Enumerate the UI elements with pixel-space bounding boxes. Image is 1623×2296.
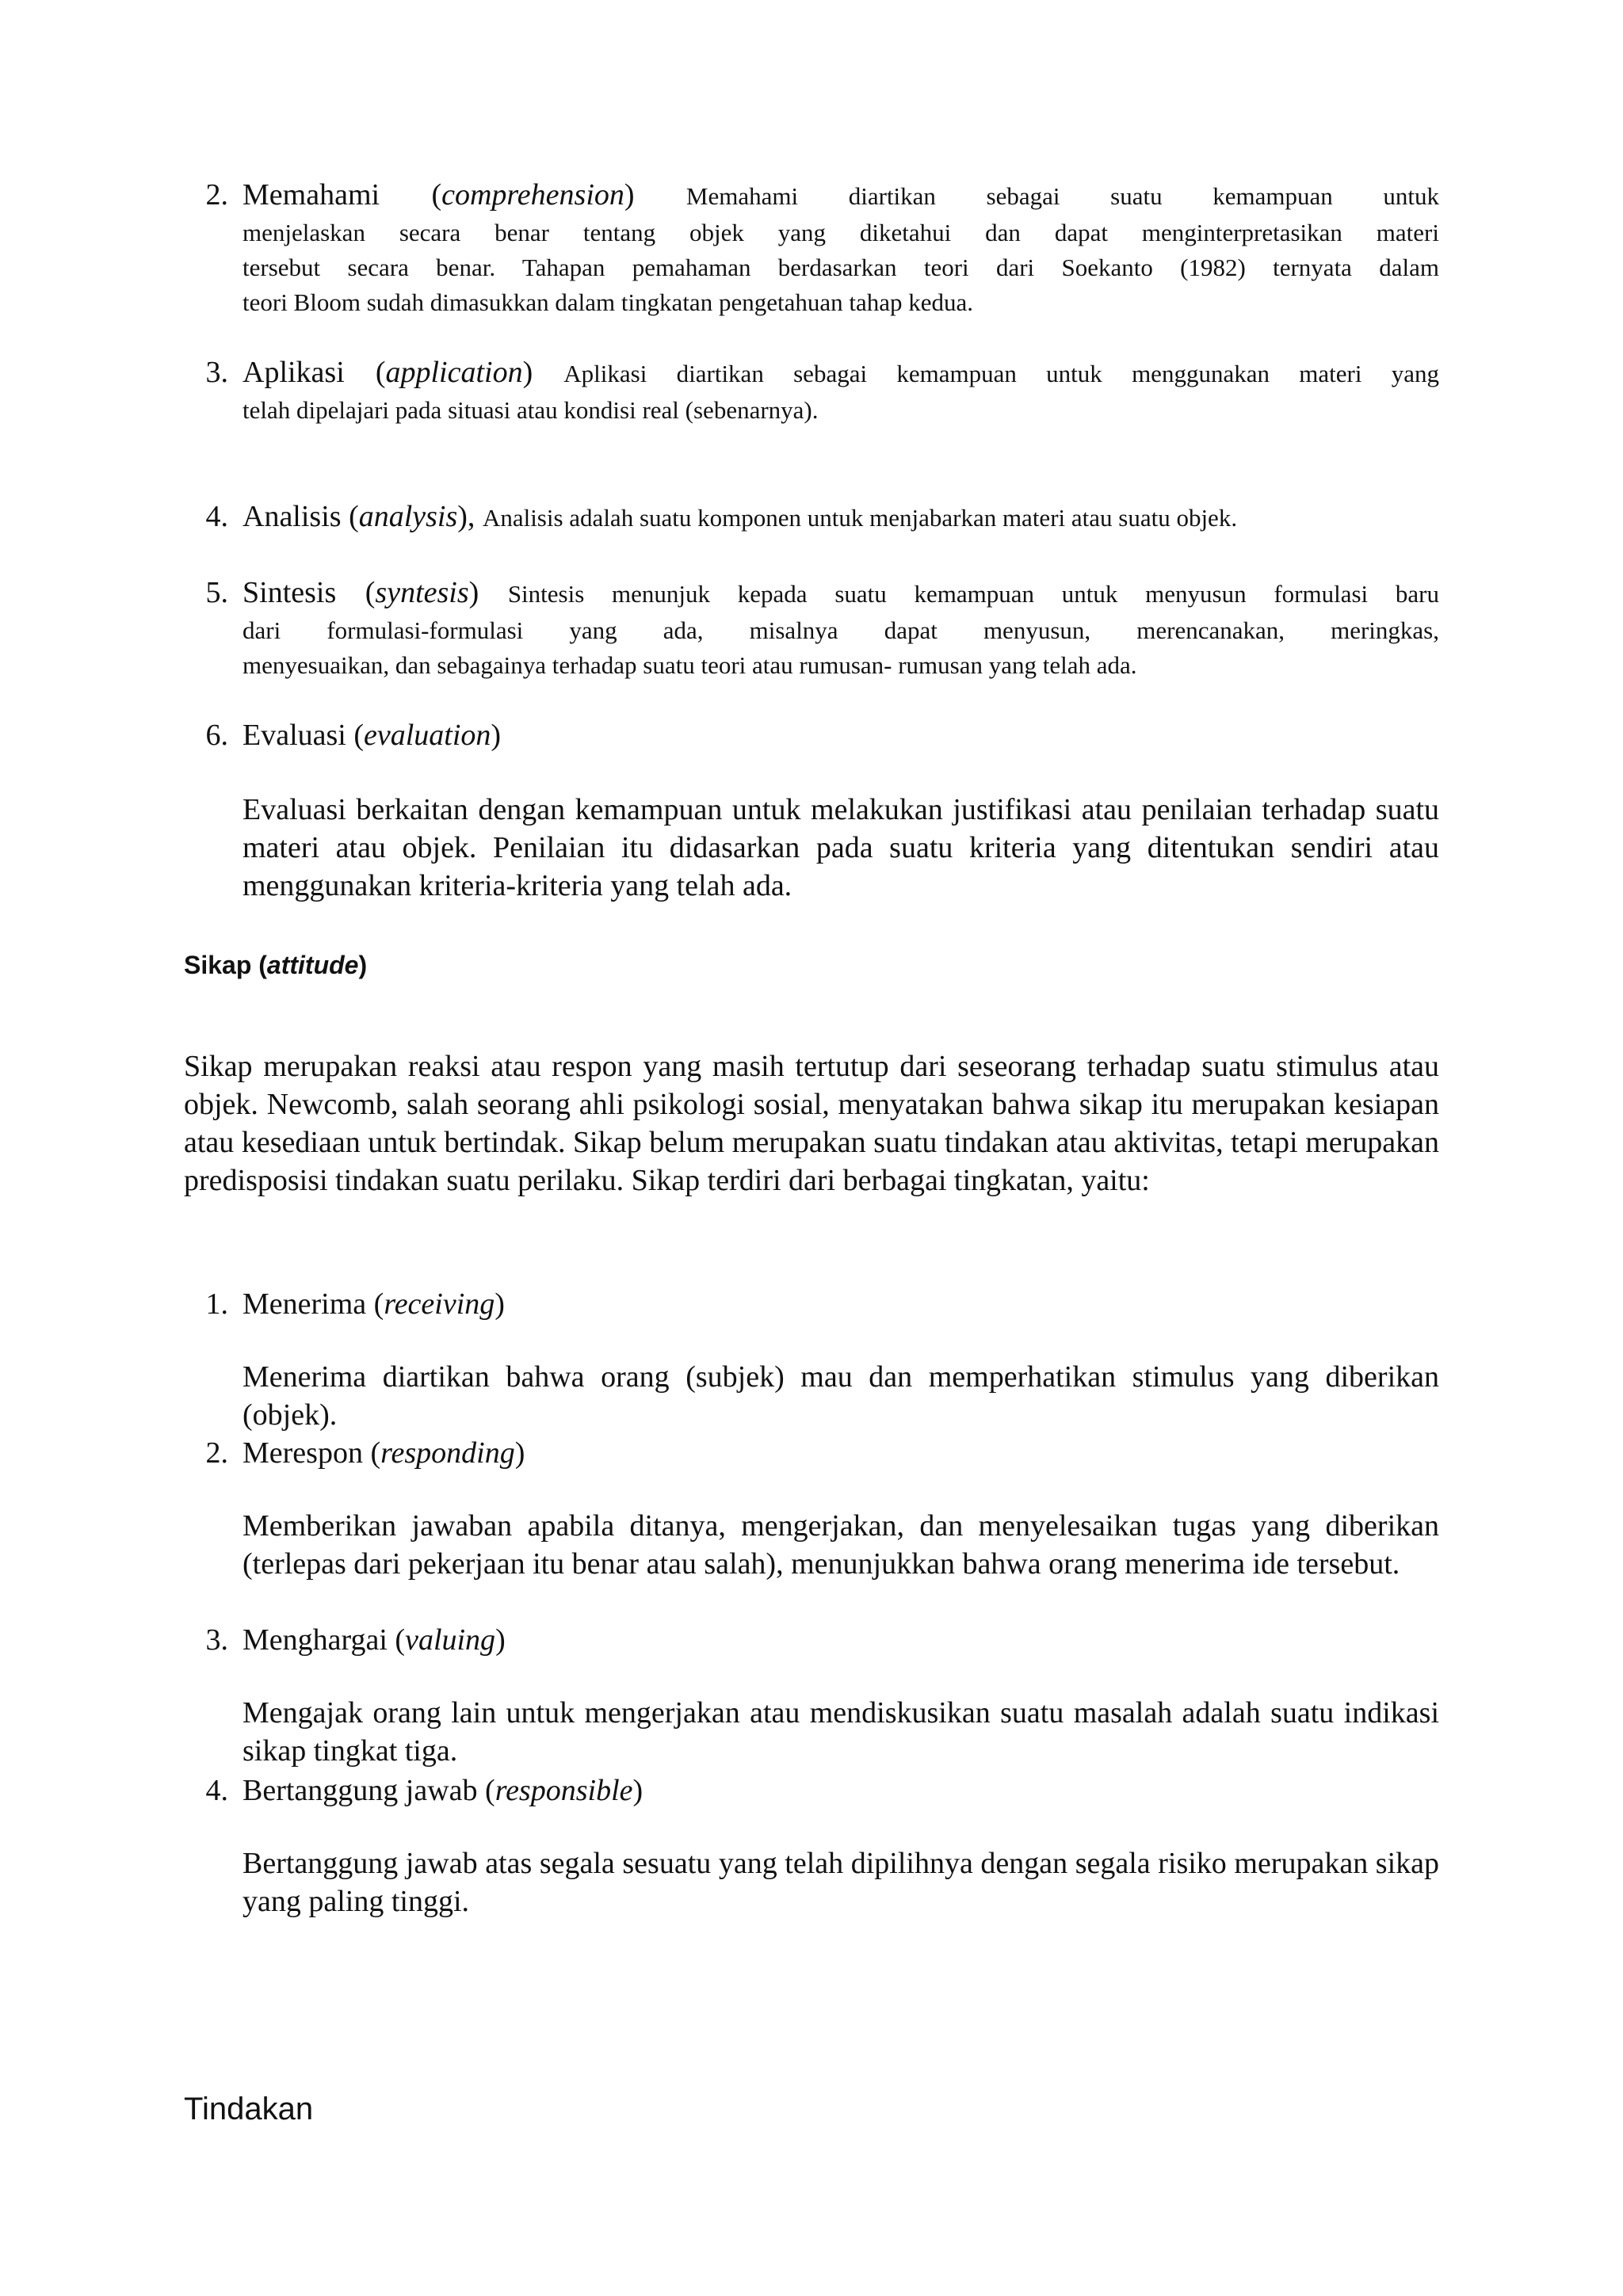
list-number: 3. <box>205 356 228 389</box>
section-heading-sikap: Sikap (attitude) <box>184 951 368 979</box>
list-item-body: Memberikan jawaban apabila ditanya, mengerjakan, dan menyelesaikan tugas yang diberikan (terlepas dari pekerjaan itu benar atau salah), menunjukkan bahwa orang menerima ide tersebut. <box>242 1509 1439 1581</box>
list-item-heading: Sintesis (syntesis) Sintesis menunjuk kepada suatu kemampuan untuk menyusun formulasi baru <box>242 576 1440 609</box>
list-item-line: menjelaskan secara benar tentang objek yang diketahui dan dapat menginterpretasikan materi <box>242 219 1439 246</box>
list-item-heading: Aplikasi (application) Aplikasi diartikan sebagai kemampuan untuk menggunakan materi yang <box>242 356 1439 389</box>
list-item-body: Mengajak orang lain untuk mengerjakan atau mendiskusikan suatu masalah adalah suatu indikasi sikap tingkat tiga. <box>242 1696 1439 1768</box>
list-item-body: Menerima diartikan bahwa orang (subjek) mau dan memperhatikan stimulus yang diberikan (objek). <box>242 1360 1439 1432</box>
list-number: 3. <box>205 1623 228 1657</box>
list-number: 2. <box>205 1436 228 1470</box>
list-number: 6. <box>205 719 228 752</box>
list-number: 5. <box>205 576 228 609</box>
list-number: 4. <box>205 1774 228 1807</box>
list-number: 1. <box>205 1287 228 1321</box>
list-item-line: menyesuaikan, dan sebagainya terhadap suatu teori atau rumusan- rumusan yang telah ada. <box>242 651 1137 679</box>
list-item-heading: Evaluasi (evaluation) <box>242 719 502 752</box>
sikap-intro-paragraph: Sikap merupakan reaksi atau respon yang masih tertutup dari seseorang terhadap suatu stimulus atau objek. Newcomb, salah seorang ahli psikologi sosial, menyatakan bahwa sikap itu merupakan kesiapan atau kesediaan untuk bertindak. Sikap belum merupakan suatu tindakan atau aktivitas, tetapi merupakan predisposisi tindakan suatu perilaku. Sikap terdiri dari berbagai tingkatan, yaitu: <box>184 1050 1439 1197</box>
list-item-line: telah dipelajari pada situasi atau kondisi real (sebenarnya). <box>242 396 819 424</box>
list-item-heading: Memahami (comprehension) Memahami diartikan sebagai suatu kemampuan untuk <box>242 178 1439 212</box>
section-heading-tindakan: Tindakan <box>184 2092 314 2126</box>
list-item-body: Evaluasi berkaitan dengan kemampuan untuk melakukan justifikasi atau penilaian terhadap suatu materi atau objek. Penilaian itu didasarkan pada suatu kriteria yang ditentukan sendiri atau menggunakan kriteria-kriteria yang telah ada. <box>242 793 1439 902</box>
list-item-heading: Menghargai (valuing) <box>242 1623 506 1657</box>
list-item-line: teori Bloom sudah dimasukkan dalam tingkatan pengetahuan tahap kedua. <box>242 288 973 316</box>
list-item-line: tersebut secara benar. Tahapan pemahaman berdasarkan teori dari Soekanto (1982) ternyata dalam <box>242 254 1439 281</box>
list-item-heading: Bertanggung jawab (responsible) <box>242 1774 643 1807</box>
list-number: 4. <box>205 500 228 533</box>
list-item-heading: Merespon (responding) <box>242 1436 525 1470</box>
list-number: 2. <box>205 178 228 212</box>
list-item-heading: Menerima (receiving) <box>242 1287 505 1321</box>
list-item-heading: Analisis (analysis), Analisis adalah suatu komponen untuk menjabarkan materi atau suatu objek. <box>242 500 1238 533</box>
list-item-line: dari formulasi-formulasi yang ada, misalnya dapat menyusun, merencanakan, meringkas, <box>242 616 1439 644</box>
list-item-body: Bertanggung jawab atas segala sesuatu yang telah dipilihnya dengan segala risiko merupakan sikap yang paling tinggi. <box>242 1847 1439 1918</box>
